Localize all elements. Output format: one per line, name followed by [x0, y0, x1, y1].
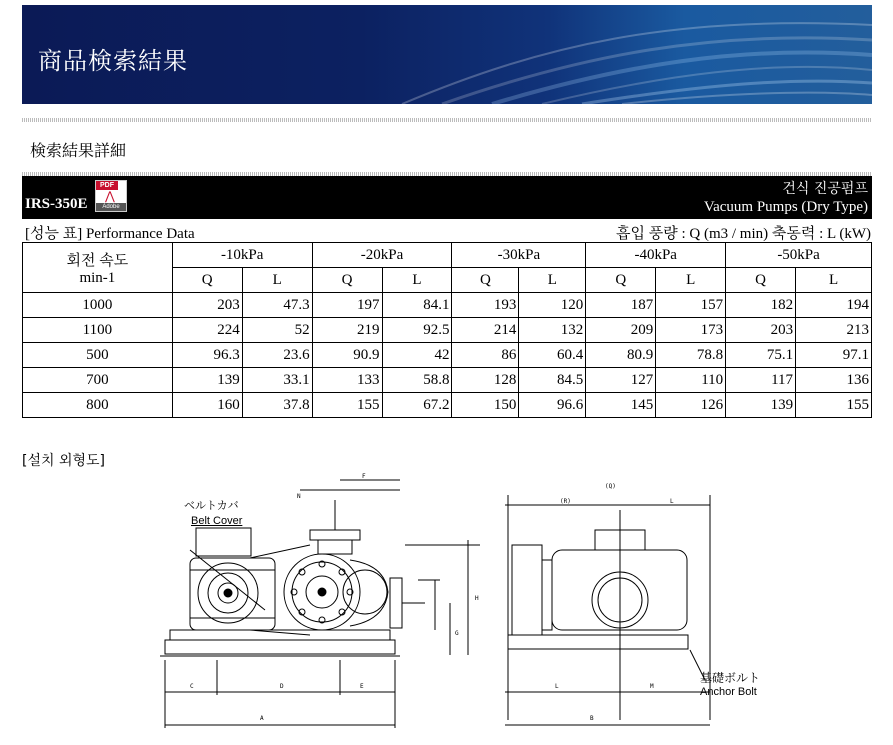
belt-cover-label-en: Belt Cover	[191, 515, 243, 527]
dim-label-m: M	[650, 683, 654, 690]
l-value-cell: 213	[796, 318, 872, 343]
l-value-cell: 33.1	[242, 368, 312, 393]
dim-label-g: G	[455, 630, 459, 637]
belt-cover-label-ja: ベルトカバ	[184, 499, 239, 512]
l-value-cell: 58.8	[382, 368, 452, 393]
l-header: L	[382, 268, 452, 293]
table-row	[23, 368, 872, 393]
section-title: 検索結果詳細	[30, 141, 127, 160]
q-value-cell: 203	[172, 293, 242, 318]
rpm-cell: 1000	[23, 293, 173, 318]
q-value-cell: 155	[312, 393, 382, 418]
dim-label-h: H	[475, 595, 479, 602]
q-header: Q	[586, 268, 656, 293]
l-value-cell: 97.1	[796, 343, 872, 368]
q-header: Q	[452, 268, 519, 293]
q-header: Q	[726, 268, 796, 293]
performance-table-body	[23, 293, 872, 418]
dim-label-q: (Q)	[605, 483, 616, 490]
rotation-unit: min-1	[79, 269, 116, 286]
product-type-korean: 건식 진공펌프	[782, 181, 868, 197]
l-value-cell: 52	[242, 318, 312, 343]
dim-label-r: (R)	[560, 498, 571, 505]
pdf-brand-label: Adobe	[96, 203, 126, 211]
header-banner	[22, 5, 872, 104]
q-value-cell: 75.1	[726, 343, 796, 368]
table-row	[23, 393, 872, 418]
table-row	[23, 343, 872, 368]
q-value-cell: 197	[312, 293, 382, 318]
dim-label-c: C	[190, 683, 194, 690]
l-value-cell: 110	[656, 368, 726, 393]
l-value-cell: 120	[519, 293, 586, 318]
acrobat-logo-icon: ⋀	[105, 189, 115, 203]
l-value-cell: 23.6	[242, 343, 312, 368]
q-value-cell: 219	[312, 318, 382, 343]
l-value-cell: 194	[796, 293, 872, 318]
q-value-cell: 80.9	[586, 343, 656, 368]
l-value-cell: 96.6	[519, 393, 586, 418]
rotation-speed-header	[23, 243, 173, 293]
rpm-cell: 500	[23, 343, 173, 368]
q-value-cell: 187	[586, 293, 656, 318]
dim-label-f: F	[362, 473, 366, 480]
product-type-english: Vacuum Pumps (Dry Type)	[703, 199, 868, 215]
l-value-cell: 60.4	[519, 343, 586, 368]
q-value-cell: 86	[452, 343, 519, 368]
pdf-download-icon[interactable]	[95, 180, 127, 212]
q-value-cell: 90.9	[312, 343, 382, 368]
pdf-tag-label: PDF	[96, 181, 118, 190]
q-value-cell: 117	[726, 368, 796, 393]
q-value-cell: 182	[726, 293, 796, 318]
l-value-cell: 155	[796, 393, 872, 418]
rpm-cell: 700	[23, 368, 173, 393]
installation-drawing-label: [설치 외형도]	[22, 453, 105, 469]
dim-label-d: D	[280, 683, 284, 690]
dim-label-n: N	[297, 493, 301, 500]
l-value-cell: 84.5	[519, 368, 586, 393]
performance-table	[22, 242, 872, 418]
anchor-bolt-label-ja: 基礎ボルト	[700, 671, 761, 685]
q-value-cell: 139	[172, 368, 242, 393]
dim-label-e: E	[360, 683, 364, 690]
pressure-header: -30kPa	[452, 243, 586, 268]
divider	[22, 118, 872, 122]
q-value-cell: 193	[452, 293, 519, 318]
dim-label-l-bottom: L	[555, 683, 559, 690]
product-header-bar	[22, 176, 872, 219]
dim-label-l-top: L	[670, 498, 674, 505]
performance-label: [성능 표] Performance Data	[25, 226, 195, 242]
l-value-cell: 67.2	[382, 393, 452, 418]
q-value-cell: 209	[586, 318, 656, 343]
l-value-cell: 37.8	[242, 393, 312, 418]
q-value-cell: 96.3	[172, 343, 242, 368]
page-title: 商品検索結果	[38, 47, 188, 75]
pressure-header: -20kPa	[312, 243, 452, 268]
q-header: Q	[312, 268, 382, 293]
q-value-cell: 139	[726, 393, 796, 418]
q-value-cell: 128	[452, 368, 519, 393]
rpm-cell: 1100	[23, 318, 173, 343]
rpm-cell: 800	[23, 393, 173, 418]
l-value-cell: 157	[656, 293, 726, 318]
anchor-bolt-label-en: Anchor Bolt	[700, 686, 757, 698]
product-model: IRS-350E	[25, 196, 88, 212]
performance-units-label: 흡입 풍량 : Q (m3 / min) 축동력 : L (kW)	[615, 226, 871, 242]
dim-label-b: B	[590, 715, 594, 722]
pressure-header: -50kPa	[726, 243, 872, 268]
q-value-cell: 160	[172, 393, 242, 418]
l-header: L	[656, 268, 726, 293]
q-value-cell: 214	[452, 318, 519, 343]
q-header: Q	[172, 268, 242, 293]
table-row	[23, 293, 872, 318]
q-value-cell: 203	[726, 318, 796, 343]
l-value-cell: 173	[656, 318, 726, 343]
l-header: L	[796, 268, 872, 293]
pressure-header: -10kPa	[172, 243, 312, 268]
l-header: L	[242, 268, 312, 293]
l-header: L	[519, 268, 586, 293]
table-row	[23, 318, 872, 343]
l-value-cell: 84.1	[382, 293, 452, 318]
pressure-header: -40kPa	[586, 243, 726, 268]
l-value-cell: 126	[656, 393, 726, 418]
l-value-cell: 132	[519, 318, 586, 343]
q-value-cell: 145	[586, 393, 656, 418]
l-value-cell: 136	[796, 368, 872, 393]
q-value-cell: 127	[586, 368, 656, 393]
rotation-label: 회전 속도	[66, 252, 129, 269]
l-value-cell: 78.8	[656, 343, 726, 368]
q-value-cell: 224	[172, 318, 242, 343]
l-value-cell: 47.3	[242, 293, 312, 318]
q-value-cell: 133	[312, 368, 382, 393]
q-value-cell: 150	[452, 393, 519, 418]
dim-label-a: A	[260, 715, 264, 722]
l-value-cell: 42	[382, 343, 452, 368]
l-value-cell: 92.5	[382, 318, 452, 343]
